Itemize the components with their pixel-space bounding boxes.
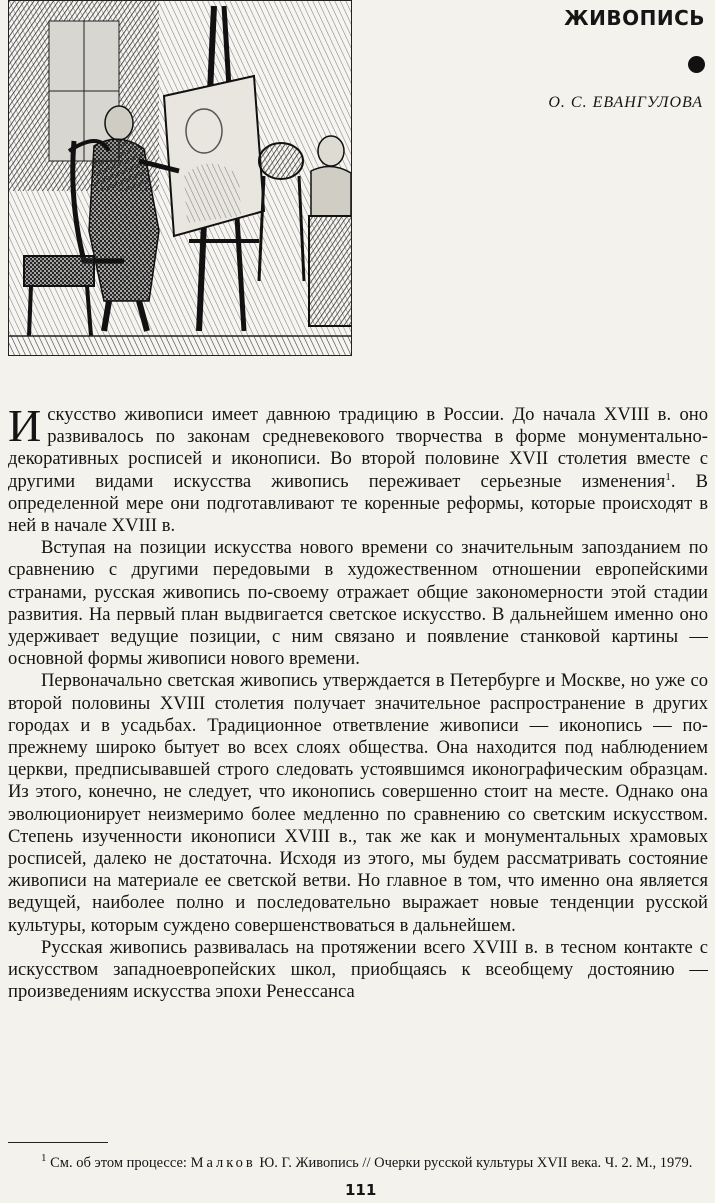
page-number: 111	[345, 1181, 377, 1199]
artist-studio-engraving-icon	[9, 1, 352, 356]
footnote-mark: 1	[41, 1152, 47, 1165]
footnote	[8, 1154, 708, 1173]
paragraph-3: Первоначально светская живопись утверждается в Петербурге и Москве, но уже со второй половины XVIII столетия получает значительное распространение в других городах и в усадьбах. Традиционное ответвление живописи — иконопись — по-прежнему широко бытует во всех слоях общества. Она находится под наблюдением церкви, предписывавшей строго следовать устоявшимся иконографическим образцам. Из этого, конечно, не следует, что иконопись совершенно стоит на месте. Однако она эволюционирует неизмеримо более медленно по сравнению со светским искусством. Степень изученности иконописи XVIII в., так же как и монументальных храмовых росписей, далеко не достаточна. Исходя из этого, мы будем рассматривать состояние живописи на материале ее светской ветви. Но главное в том, что именно она является ведущей, наиболее полно и последовательно выражает новые тенденции русской культуры, которым суждено совершенствоваться в дальнейшем.	[8, 670, 708, 936]
footnote-title: Живопись // Очерки русской культуры XVII века. Ч. 2. М., 1979.	[295, 1155, 693, 1171]
article-body	[8, 400, 708, 1003]
footnote-divider	[8, 1142, 108, 1143]
paragraph-1-text: скусство живописи имеет давнюю традицию в России. До начала XVIII в. оно развивалось по законам средневекового творчества в форме монументально-декоративных росписей и иконописи. Во второй половине XVII столетия вместе с другими видами искусства живопись переживает серьезные изменения	[8, 404, 708, 492]
paragraph-4: Русская живопись развивалась на протяжении всего XVIII в. в тесном контакте с искусством западноевропейских школ, приобщаясь к всеобщему достоянию — произведениям искусства эпохи Ренессанса	[8, 936, 708, 1003]
paragraph-1-text-end: . В определенной мере они подготавливают те коренные реформы, которые происходят в ней в начале XVIII в.	[8, 470, 708, 537]
footnote-author-initials: Ю. Г.	[259, 1155, 292, 1171]
engraving-illustration	[8, 0, 352, 356]
footnote-reference[interactable]: 1	[665, 470, 671, 483]
drop-cap: И	[8, 400, 42, 451]
paragraph-1	[8, 400, 708, 537]
section-title: ЖИВОПИСЬ	[564, 6, 705, 30]
footnote-lead: См. об этом процессе:	[50, 1155, 187, 1171]
bullet-dot-icon	[688, 56, 705, 73]
footnote-author: Малков	[190, 1155, 256, 1171]
paragraph-2: Вступая на позиции искусства нового времени со значительным запозданием по сравнению с другими передовыми в художественном отношении европейскими странами, русская живопись по-своему отражает общие закономерности этой стадии развития. На первый план выдвигается светское искусство. В дальнейшем именно оно удерживает ведущие позиции, с ним связано и появление станковой картины — основной формы живописи нового времени.	[8, 537, 708, 670]
author-name: О. С. ЕВАНГУЛОВА	[548, 94, 703, 111]
